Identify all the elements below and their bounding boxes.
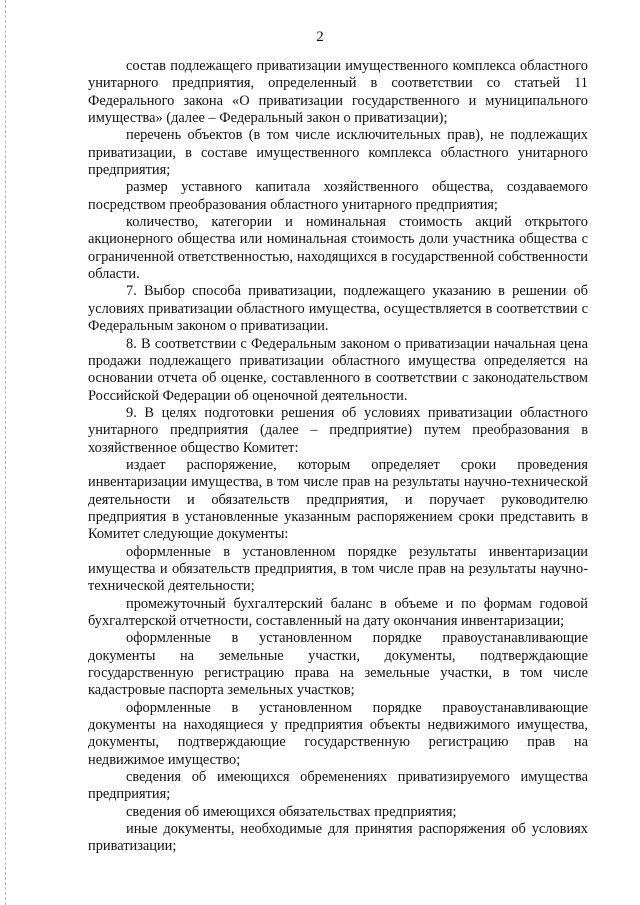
paragraph-other-documents: иные документы, необходимые для принятия распоряжения об условиях приватизации; [88,821,588,855]
paragraph-order: издает распоряжение, которым определяет сроки проведения инвентаризации имущества, в том числе прав на результаты научно-технической деятельности и обязательств предприятия, и поручает руководителю предприятия в установленные указанным распоряжением сроки представить в Комитет следующие документы: [88,456,588,543]
page-number: 2 [316,29,324,45]
paragraph-item-7: 7. Выбор способа приватизации, подлежащего указанию в решении об условиях приватизации областного имущества, осуществляется в соответствии с Федеральным законом о приватизации. [88,283,588,335]
paragraph-real-estate-documents: оформленные в установленном порядке правоустанавливающие документы на находящиеся у предприятия объекты недвижимого имущества, документы, подтверждающие государственную регистрацию прав на недвижимое имущество; [88,699,588,768]
scan-edge-line [5,0,6,905]
paragraph-excluded-objects: перечень объектов (в том числе исключительных прав), не подлежащих приватизации, в составе имущественного комплекса областного унитарного предприятия; [88,127,588,179]
paragraph-obligations: сведения об имеющихся обязательствах предприятия; [126,803,457,820]
paragraph-land-documents: оформленные в установленном порядке правоустанавливающие документы на земельные участки, документы, подтверждающие государственную регистрацию права на земельные участки, в том числе кадастровые паспорта земельных участков; [88,630,588,699]
document-body [88,58,588,856]
paragraph-inventory-results: оформленные в установленном порядке результаты инвентаризации имущества и обязательств предприятия, в том числе прав на результаты научно-технической деятельности; [88,543,588,595]
paragraph-item-8: 8. В соответствии с Федеральным законом о приватизации начальная цена продажи подлежащего приватизации областного имущества определяется на основании отчета об оценке, составленного в соответствии с законодательством Российской Федерации об оценочной деятельности. [88,335,588,404]
paragraph-property-complex: состав подлежащего приватизации имущественного комплекса областного унитарного предприятия, определенный в соответствии со статьей 11 Федерального закона «О приватизации государственного и муниципального имущества» (далее – Федеральный закон о приватизации); [88,58,588,127]
paragraph-shares: количество, категории и номинальная стоимость акций открытого акционерного общества или номинальная стоимость доли участника общества с ограниченной ответственностью, находящихся в государственной собственности области. [88,214,588,283]
paragraph-charter-capital: размер уставного капитала хозяйственного общества, создаваемого посредством преобразования областного унитарного предприятия; [88,179,588,213]
paragraph-encumbrances: сведения об имеющихся обременениях приватизируемого имущества предприятия; [88,769,588,803]
paragraph-interim-balance: промежуточный бухгалтерский баланс в объеме и по формам годовой бухгалтерской отчетности, составленный на дату окончания инвентаризации; [88,595,588,629]
paragraph-item-9: 9. В целях подготовки решения об условиях приватизации областного унитарного предприятия (далее – предприятие) путем преобразования в хозяйственное общество Комитет: [88,404,588,456]
